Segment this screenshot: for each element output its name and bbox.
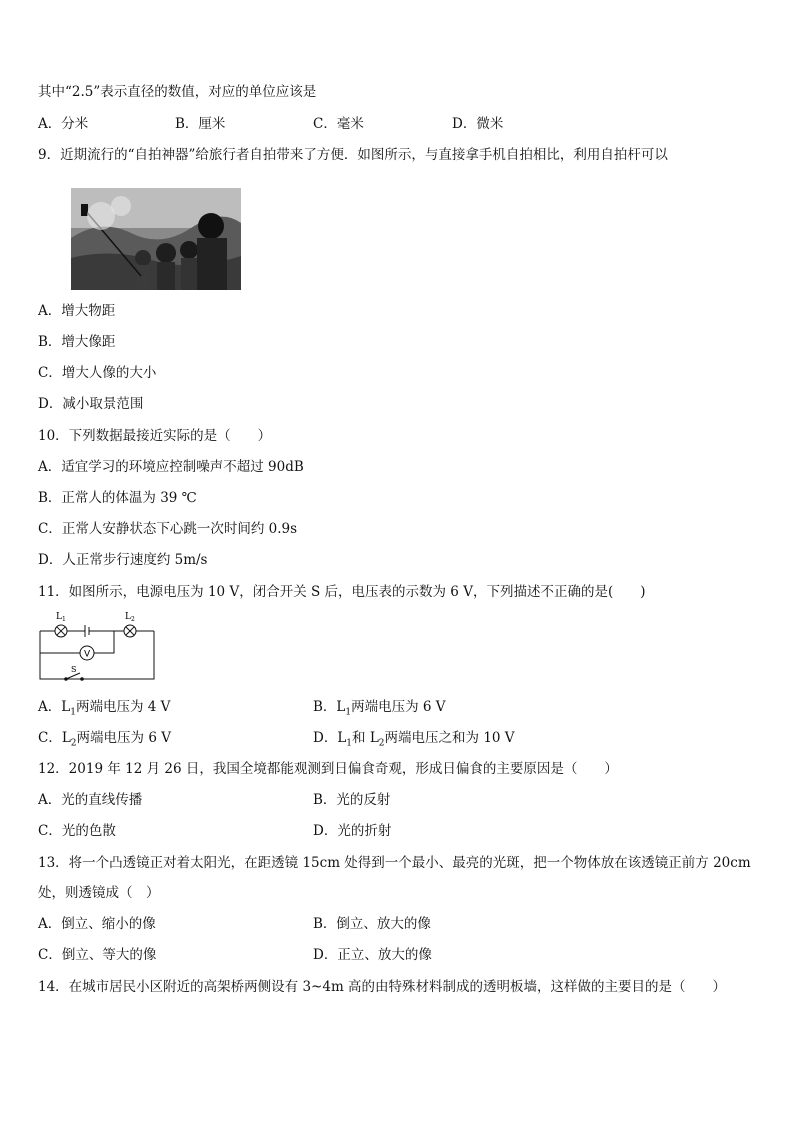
- q11-option-a: A．$L_1$两端电压为 4 V: [38, 699, 171, 718]
- q9-option-d: D．减小取景范围: [38, 396, 144, 412]
- q8-option-a: A．分米: [38, 116, 89, 132]
- q8-option-d: D．微米: [452, 116, 504, 132]
- selfie-photo: [71, 188, 241, 290]
- circuit-label-l2: $L_2$: [125, 612, 135, 623]
- q10-option-b: B．正常人的体温为 39 ℃: [38, 490, 197, 506]
- q11-option-b: B．$L_1$两端电压为 6 V: [313, 699, 446, 718]
- q9-option-a: A．增大物距: [38, 303, 116, 319]
- q13-stem-line2: 处，则透镜成（ ）: [38, 885, 160, 901]
- switch-label: S: [71, 665, 77, 674]
- q12-option-a: A．光的直线传播: [38, 792, 143, 808]
- q11-option-d: D．$L_1$和 $L_2$两端电压之和为 10 V: [313, 730, 515, 749]
- circuit-diagram: [36, 609, 158, 683]
- q13-option-d: D．正立、放大的像: [313, 947, 432, 963]
- q12-option-c: C．光的色散: [38, 823, 116, 839]
- intro-text: 其中“2.5”表示直径的数值，对应的单位应该是: [38, 84, 317, 100]
- q9-option-c: C．增大人像的大小: [38, 365, 157, 381]
- voltmeter-label: V: [84, 649, 91, 660]
- q11-stem: 11．如图所示，电源电压为 10 V，闭合开关 S 后，电压表的示数为 6 V，下列描述不正确的是( ): [38, 584, 646, 600]
- q9-option-b: B．增大像距: [38, 334, 116, 350]
- q10-stem: 10．下列数据最接近实际的是（ ）: [38, 428, 272, 444]
- q13-stem-line1: 13．将一个凸透镜正对着太阳光，在距透镜 15cm 处得到一个最小、最亮的光斑，把一个物体放在该透镜正前方 20cm: [38, 855, 751, 871]
- q13-option-a: A．倒立、缩小的像: [38, 916, 156, 932]
- circuit-label-l1: $L_1$: [56, 612, 66, 623]
- q14-stem: 14．在城市居民小区附近的高架桥两侧设有 3~4m 高的由特殊材料制成的透明板墙，这样做的主要目的是（ ）: [38, 979, 727, 995]
- q12-stem: 12．2019 年 12 月 26 日，我国全境都能观测到日偏食奇观，形成日偏食的主要原因是（ ）: [38, 761, 618, 777]
- q12-option-b: B．光的反射: [313, 792, 391, 808]
- q8-option-b: B．厘米: [175, 116, 226, 132]
- q10-option-c: C．正常人安静状态下心跳一次时间约 0.9s: [38, 521, 298, 537]
- q9-stem: 9．近期流行的“自拍神器”给旅行者自拍带来了方便．如图所示，与直接拿手机自拍相比，利用自拍杆可以: [38, 147, 668, 163]
- q10-option-a: A．适宜学习的环境应控制噪声不超过 90dB: [38, 459, 304, 475]
- q11-option-c: C．$L_2$两端电压为 6 V: [38, 730, 171, 749]
- q10-option-d: D．人正常步行速度约 5m/s: [38, 552, 208, 568]
- q8-option-c: C．毫米: [313, 116, 364, 132]
- q13-option-b: B．倒立、放大的像: [313, 916, 431, 932]
- q12-option-d: D．光的折射: [313, 823, 392, 839]
- q13-option-c: C．倒立、等大的像: [38, 947, 157, 963]
